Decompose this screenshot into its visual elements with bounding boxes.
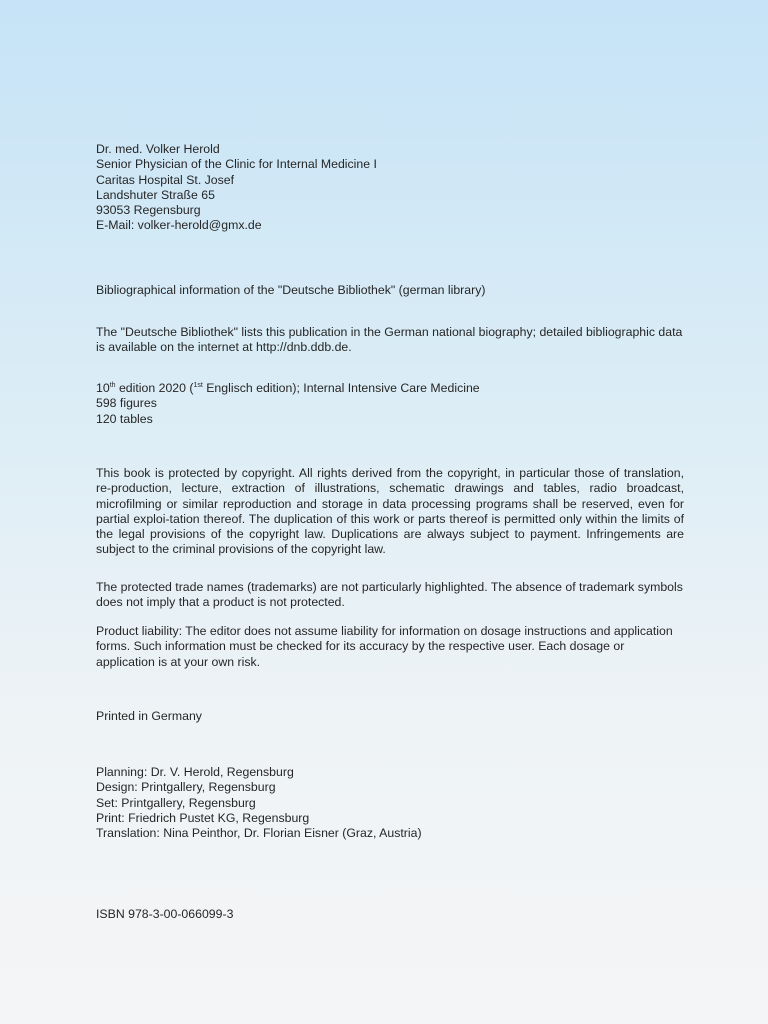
author-city: 93053 Regensburg: [96, 203, 201, 218]
edition-info: [96, 381, 676, 427]
first-edition-suffix: 1st: [193, 381, 203, 389]
edition-number: 10: [96, 381, 110, 395]
credits: [96, 765, 676, 841]
printed-in: Printed in Germany: [96, 709, 202, 723]
author-hospital: Caritas Hospital St. Josef: [96, 172, 235, 187]
trademark-notice: The protected trade names (trademarks) are not particularly highlighted. The absence of trademark symbols does not imply that a product is not protected.: [96, 580, 683, 610]
credit-set: Set: Printgallery, Regensburg: [96, 795, 256, 810]
author-name: Dr. med. Volker Herold: [96, 142, 220, 156]
author-position: Senior Physician of the Clinic for Internal Medicine I: [96, 157, 377, 172]
figures-count: 598 figures: [96, 396, 157, 411]
credit-design: Design: Printgallery, Regensburg: [96, 780, 276, 795]
author-street: Landshuter Straße 65: [96, 187, 215, 202]
biblio-heading: Bibliographical information of the "Deutsche Bibliothek" (german library): [96, 283, 486, 297]
credit-print: Print: Friedrich Pustet KG, Regensburg: [96, 810, 310, 825]
author-address: [96, 142, 676, 234]
biblio-text: The "Deutsche Bibliothek" lists this publication in the German national biography; detailed bibliographic data is available on the internet at http://dnb.ddb.de.: [96, 325, 683, 355]
isbn: ISBN 978-3-00-066099-3: [96, 907, 234, 921]
liability-notice: Product liability: The editor does not assume liability for information on dosage instructions and application forms. Such information must be checked for its accuracy by the respective user. Each dosage or application is at your own risk.: [96, 624, 673, 669]
credit-translation: Translation: Nina Peinthor, Dr. Florian Eisner (Graz, Austria): [96, 826, 422, 841]
tables-count: 120 tables: [96, 411, 153, 426]
copyright-notice: This book is protected by copyright. All rights derived from the copyright, in particular those of translation, re-production, lecture, extraction of illustrations, schematic drawings and tables, radio broadcast, microfilming or similar reproduction and storage in data processing programs shall be reserved, even for partial exploi-tation thereof. The duplication of this work or parts thereof is permitted only within the limits of the legal provisions of the copyright law. Duplications are always subject to payment. Infringements are subject to the criminal provisions of the copyright law.: [96, 466, 684, 557]
edition-number-suffix: th: [109, 381, 116, 389]
credit-planning: Planning: Dr. V. Herold, Regensburg: [96, 765, 294, 779]
edition-title: Englisch edition); Internal Intensive Care Medicine: [202, 381, 480, 395]
author-email: E-Mail: volker-herold@gmx.de: [96, 218, 262, 233]
edition-line: [96, 381, 676, 396]
edition-year: edition 2020 (: [115, 381, 194, 395]
